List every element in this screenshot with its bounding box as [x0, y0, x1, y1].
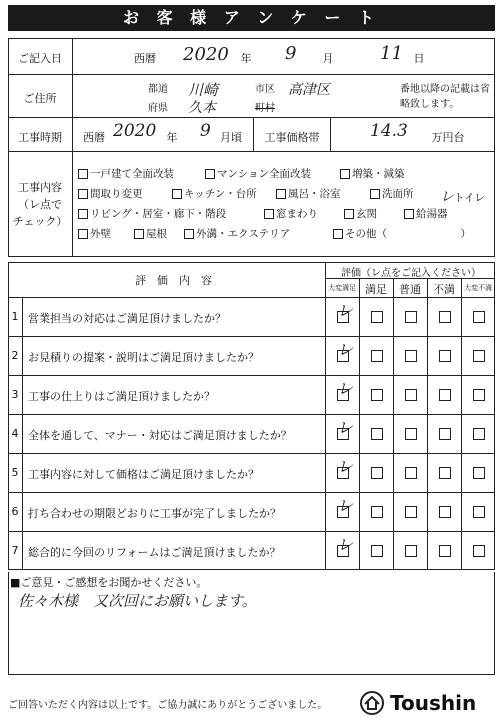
rating-checkbox[interactable] — [405, 545, 417, 557]
period-label: 工事時期 — [18, 131, 62, 144]
checkbox-icon — [78, 229, 88, 239]
work-option[interactable]: 窓まわり — [264, 206, 318, 221]
rating-checkbox[interactable] — [439, 545, 451, 557]
question-text: 総合的に今回のリフォームはご満足頂けましたか？ — [28, 546, 281, 559]
checkbox-icon — [134, 229, 144, 239]
rating-checkbox[interactable] — [473, 506, 485, 518]
rating-checkbox[interactable] — [405, 389, 417, 401]
rating-checkbox[interactable] — [439, 389, 451, 401]
check-mark-icon: レ — [337, 418, 354, 437]
work-option[interactable]: マンション全面改装 — [205, 166, 311, 181]
price-value: 14.3 — [370, 121, 408, 141]
rating-checkbox[interactable] — [439, 350, 451, 362]
brand-logo — [358, 688, 496, 718]
rating-checkbox[interactable] — [439, 506, 451, 518]
address-city-bottom: 町村 — [255, 103, 275, 114]
checkbox-icon — [184, 229, 194, 239]
brand-name: Toushin — [390, 691, 477, 715]
header-rating: 評価（レ点をご記入ください） — [341, 268, 481, 279]
checkbox-icon — [78, 189, 88, 199]
question-number: 7 — [11, 544, 19, 557]
work-option[interactable]: 洗面所 — [370, 186, 414, 201]
period-year: 2020 — [113, 121, 157, 141]
check-mark-icon: レ — [337, 340, 354, 359]
question-text: 全体を通して、マナー・対応はご満足頂けましたか？ — [28, 429, 292, 442]
rating-level-header: 満足 — [365, 283, 387, 296]
question-number: 5 — [11, 466, 19, 479]
checkbox-icon — [172, 189, 182, 199]
checkbox-icon — [276, 189, 286, 199]
house-logo-icon — [358, 688, 386, 716]
address-city-top: 市区 — [255, 84, 275, 95]
rating-checkbox[interactable] — [439, 311, 451, 323]
header-content: 評 価 内 容 — [135, 274, 212, 287]
rating-checkbox[interactable] — [371, 545, 383, 557]
work-option[interactable]: 外溝・エクステリア — [184, 226, 290, 241]
work-option[interactable]: リビング・居室・廊下・階段 — [78, 206, 226, 221]
check-mark-icon: レ — [337, 457, 354, 476]
rating-checkbox[interactable] — [371, 467, 383, 479]
question-number: 6 — [11, 505, 19, 518]
comments-text[interactable]: 佐々木様 又次回にお願いします。 — [18, 592, 257, 610]
work-option[interactable]: その他（ ） — [333, 226, 471, 241]
work-option[interactable]: 玄関 — [344, 206, 377, 221]
checkbox-icon — [340, 169, 350, 179]
work-option[interactable]: 一戸建て全面改装 — [78, 166, 174, 181]
price-label: 工事価格帯 — [264, 131, 320, 144]
rating-level-header: 不満 — [433, 283, 455, 296]
question-text: 工事の仕上りはご満足頂けましたか？ — [28, 390, 215, 403]
work-option-checked[interactable]: レトイレ — [440, 189, 485, 205]
date-day-unit: 日 — [413, 52, 425, 65]
question-number: 1 — [11, 310, 19, 323]
address-pref-top: 都道 — [148, 84, 168, 95]
question-number: 4 — [11, 427, 19, 440]
rating-level-header: 大変不満 — [464, 284, 492, 292]
checkbox-icon — [333, 229, 343, 239]
address-city-value-top: 高津区 — [288, 82, 330, 98]
date-year-unit: 年 — [240, 52, 252, 65]
address-city-value-bottom: 久本 — [188, 100, 216, 116]
rating-checkbox[interactable] — [371, 428, 383, 440]
work-option[interactable]: 増築・減築 — [340, 166, 405, 181]
question-text: お見積りの提案・説明はご満足頂けましたか？ — [28, 351, 259, 364]
question-number: 2 — [11, 349, 19, 362]
rating-checkbox[interactable] — [371, 311, 383, 323]
period-era: 西暦 — [83, 131, 105, 144]
date-day: 11 — [380, 43, 403, 64]
info-section — [8, 38, 495, 257]
check-mark-icon: レ — [337, 379, 354, 398]
checkbox-icon — [264, 209, 274, 219]
question-text: 営業担当の対応はご満足頂けましたか？ — [28, 312, 226, 325]
question-text: 工事内容に対して価格はご満足頂けましたか？ — [28, 468, 259, 481]
rating-checkbox[interactable] — [473, 428, 485, 440]
date-month-unit: 月 — [322, 52, 334, 65]
rating-level-header: 大変満足 — [328, 284, 356, 292]
rating-checkbox[interactable] — [371, 350, 383, 362]
rating-checkbox[interactable] — [405, 506, 417, 518]
date-era: 西暦 — [134, 52, 156, 65]
address-label: ご住所 — [23, 92, 57, 105]
checkbox-icon — [205, 169, 215, 179]
rating-checkbox[interactable] — [371, 506, 383, 518]
checkbox-icon — [78, 209, 88, 219]
checkbox-icon — [344, 209, 354, 219]
checkbox-icon — [78, 169, 88, 179]
check-mark-icon: レ — [337, 301, 354, 320]
check-mark-icon: レ — [337, 496, 354, 515]
address-pref-value: 川崎 — [188, 81, 219, 99]
rating-checkbox[interactable] — [473, 311, 485, 323]
work-option[interactable]: 屋根 — [134, 226, 167, 241]
footer-text: ご回答いただく内容は以上です。ご協力誠にありがとうございました。 — [8, 700, 328, 711]
period-year-unit: 年 — [166, 131, 178, 144]
address-pref-bottom: 府県 — [148, 103, 168, 114]
check-mark-icon: レ — [440, 189, 454, 205]
work-option[interactable]: 外壁 — [78, 226, 111, 241]
address-note: 番地以降の記載は省略致します。 — [400, 84, 490, 110]
checkbox-icon — [404, 209, 414, 219]
question-number: 3 — [11, 388, 19, 401]
date-year: 2020 — [183, 44, 229, 65]
date-month: 9 — [285, 43, 297, 64]
date-label: ご記入日 — [18, 52, 62, 65]
rating-checkbox[interactable] — [405, 467, 417, 479]
work-option[interactable]: 間取り変更 — [78, 186, 143, 201]
rating-checkbox[interactable] — [405, 311, 417, 323]
work-option[interactable]: 給湯器 — [404, 206, 448, 221]
rating-checkbox[interactable] — [473, 389, 485, 401]
price-unit: 万円台 — [431, 131, 465, 144]
rating-checkbox[interactable] — [473, 545, 485, 557]
rating-checkbox[interactable] — [405, 428, 417, 440]
rating-level-header: 普通 — [399, 283, 421, 296]
rating-checkbox[interactable] — [473, 350, 485, 362]
survey-title: お 客 様 ア ン ケ ー ト — [8, 5, 495, 31]
rating-checkbox[interactable] — [371, 389, 383, 401]
rating-checkbox[interactable] — [439, 467, 451, 479]
work-label: 工事内容 （レ点で チェック） — [12, 181, 68, 228]
rating-checkbox[interactable] — [405, 350, 417, 362]
period-month: 9 — [200, 121, 211, 141]
rating-checkbox[interactable] — [473, 467, 485, 479]
question-text: 打ち合わせの期限どおりに工事が完了しましたか？ — [28, 507, 281, 520]
work-option[interactable]: キッチン・台所 — [172, 186, 257, 201]
period-month-unit: 月頃 — [220, 131, 242, 144]
work-option[interactable]: 風呂・浴室 — [276, 186, 341, 201]
checkbox-icon — [370, 189, 380, 199]
rating-checkbox[interactable] — [439, 428, 451, 440]
evaluation-table — [8, 262, 495, 570]
comments-label: ■ご意見・ご感想をお聞かせください。 — [10, 576, 208, 589]
check-mark-icon: レ — [337, 535, 354, 554]
